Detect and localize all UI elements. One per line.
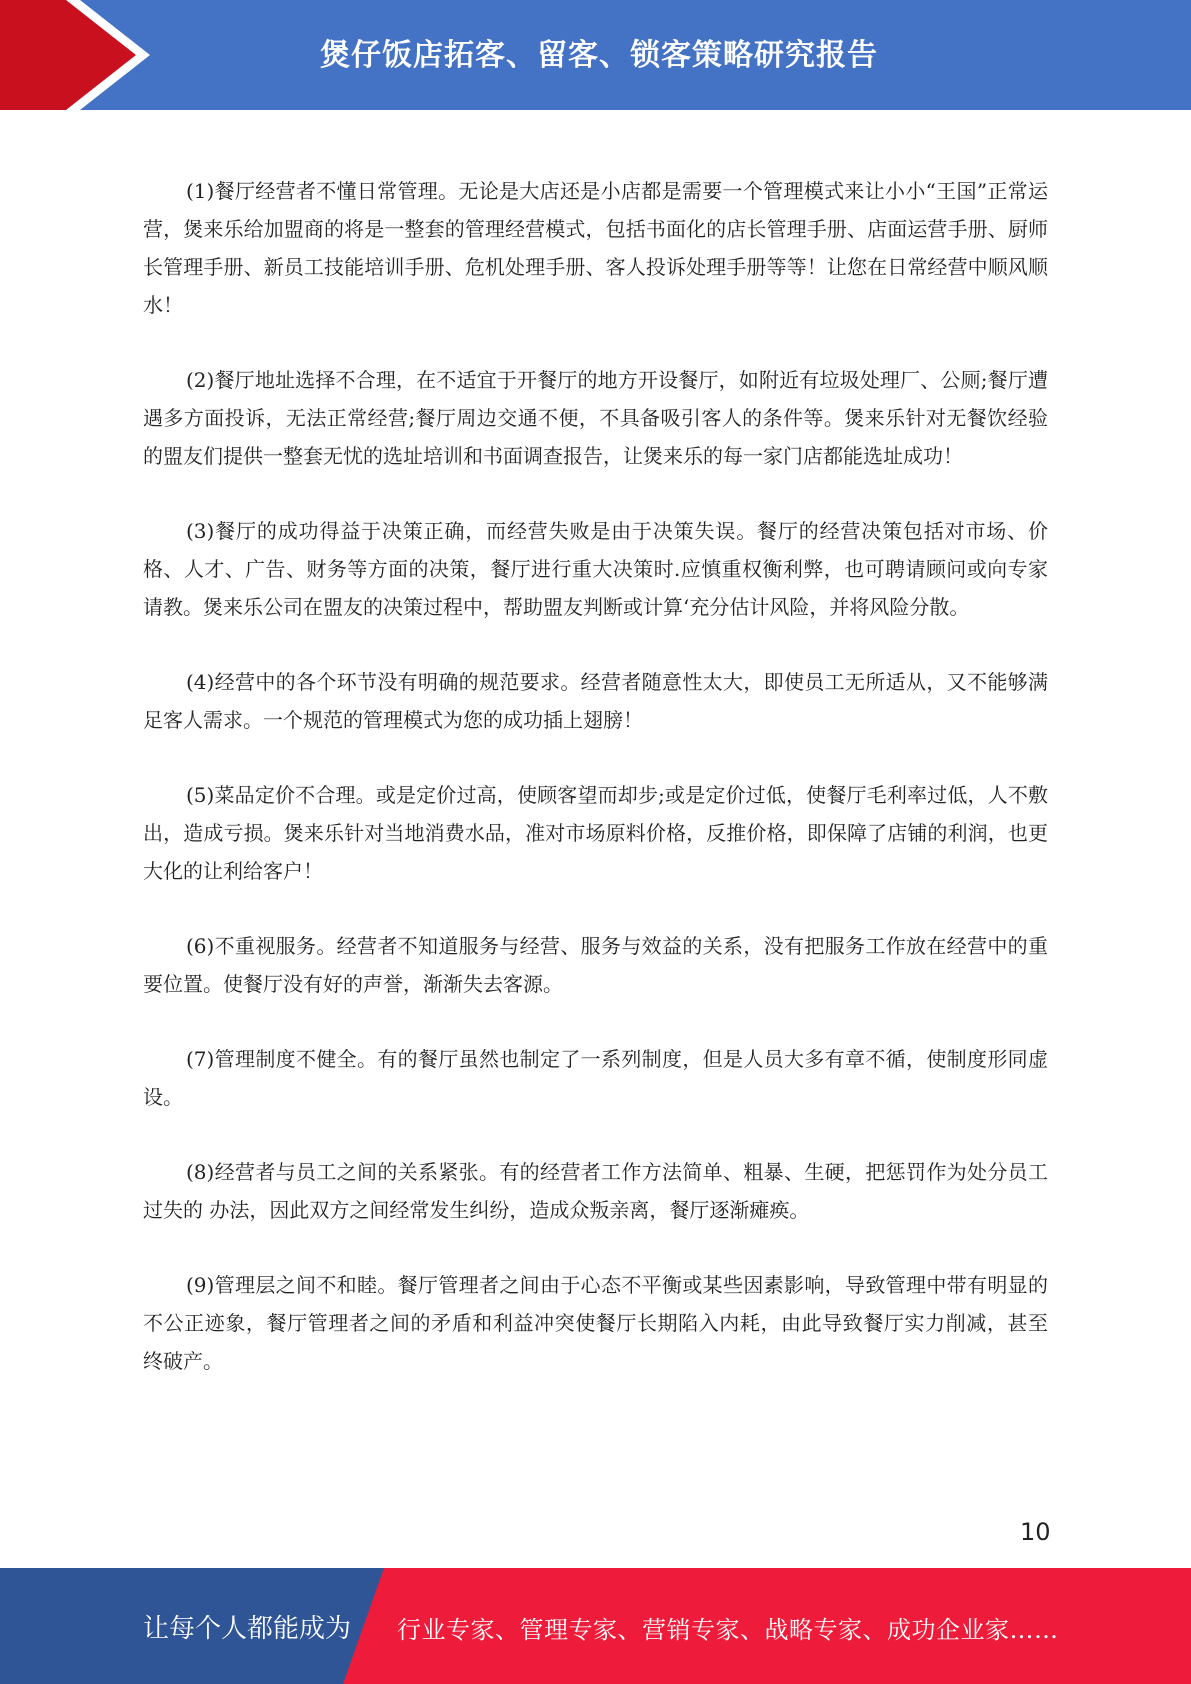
page-header (0, 0, 1191, 110)
paragraph-7: (7)管理制度不健全。有的餐厅虽然也制定了一系列制度，但是人员大多有章不循，使制度形同虚设。 (143, 1047, 1048, 1109)
paragraph-1: (1)餐厅经营者不懂日常管理。无论是大店还是小店都是需要一个管理模式来让小小“王国”正常运营，煲来乐给加盟商的将是一整套的管理经营模式，包括书面化的店长管理手册、店面运营手册、厨师长管理手册、新员工技能培训手册、危机处理手册、客人投诉处理手册等等！让您在日常经营中顺风顺水！ (143, 179, 1048, 317)
page-footer (0, 1568, 1191, 1684)
report-body (143, 172, 1048, 1417)
paragraph-6: (6)不重视服务。经营者不知道服务与经营、服务与效益的关系，没有把服务工作放在经营中的重要位置。使餐厅没有好的声誉，渐渐失去客源。 (143, 934, 1048, 996)
page-number: 10 (1020, 1518, 1051, 1546)
footer-slogan-right: 行业专家、管理专家、营销专家、战略专家、成功企业家…… (397, 1616, 1059, 1644)
document-title: 煲仔饭店拓客、留客、锁客策略研究报告 (320, 38, 878, 73)
paragraph-5: (5)菜品定价不合理。或是定价过高，使顾客望而却步;或是定价过低，使餐厅毛利率过低，人不敷出，造成亏损。煲来乐针对当地消费水品，准对市场原料价格，反推价格，即保障了店铺的利润，也更大化的让利给客户！ (143, 783, 1048, 883)
paragraph-2: (2)餐厅地址选择不合理，在不适宜于开餐厅的地方开设餐厅，如附近有垃圾处理厂、公厕;餐厅遭遇多方面投诉，无法正常经营;餐厅周边交通不便，不具备吸引客人的条件等。煲来乐针对无餐饮经验的盟友们提供一整套无忧的选址培训和书面调查报告，让煲来乐的每一家门店都能选址成功！ (143, 368, 1048, 468)
paragraph-4: (4)经营中的各个环节没有明确的规范要求。经营者随意性太大，即使员工无所适从，又不能够满足客人需求。一个规范的管理模式为您的成功插上翅膀！ (143, 670, 1048, 732)
paragraph-8: (8)经营者与员工之间的关系紧张。有的经营者工作方法简单、粗暴、生硬，把惩罚作为处分员工过失的 办法，因此双方之间经常发生纠纷，造成众叛亲离，餐厅逐渐瘫痪。 (143, 1160, 1048, 1222)
paragraph-9: (9)管理层之间不和睦。餐厅管理者之间由于心态不平衡或某些因素影响，导致管理中带有明显的不公正迹象，餐厅管理者之间的矛盾和利益冲突使餐厅长期陷入内耗，由此导致餐厅实力削减，甚至 终破产。 (143, 1273, 1048, 1373)
footer-slogan-left: 让每个人都能成为 (143, 1614, 352, 1644)
paragraph-3: (3)餐厅的成功得益于决策正确，而经营失败是由于决策失误。餐厅的经营决策包括对市场、价格、人才、广告、财务等方面的决策，餐厅进行重大决策时.应慎重权衡利弊，也可聘请顾问或向专家请教。煲来乐公司在盟友的决策过程中，帮助盟友判断或计算‘充分估计风险，并将风险分散。 (143, 519, 1048, 619)
